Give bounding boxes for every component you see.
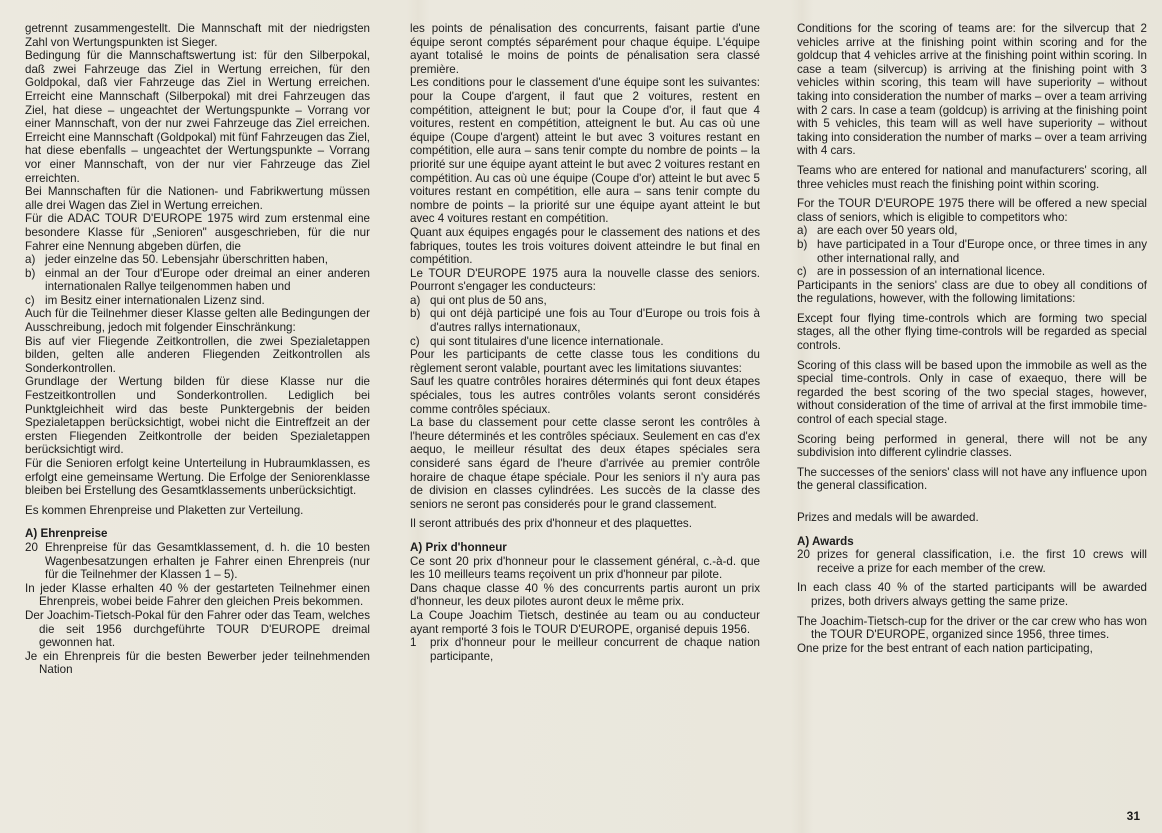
list-text: qui ont déjà participé une fois au Tour d'Europe ou trois fois à d'autres rallys internationaux, — [430, 307, 760, 335]
paragraph: For the TOUR D'EUROPE 1975 there will be offered a new special class of seniors, which is eligible to competitors who: — [797, 197, 1147, 224]
english-column — [797, 22, 1147, 655]
paragraph: Bis auf vier Fliegende Zeitkontrollen, die zwei Spezialetappen bilden, gelten alle anderen Fliegenden Zeitkontrollen als Sonderkontrollen. — [25, 334, 370, 375]
list-item — [410, 335, 760, 349]
list-text: Ehrenpreise für das Gesamtklassement, d. h. die 10 besten Wagenbesatzungen erhalten je Fahrer einen Ehrenpreis (nur für die Teilnehmer der Klassen 1 – 5). — [45, 540, 370, 582]
list-item — [797, 224, 1147, 238]
list-label: c) — [25, 293, 35, 307]
list-label: a) — [25, 253, 36, 267]
list-text: im Besitz einer internationalen Lizenz sind. — [45, 293, 265, 307]
paragraph: les points de pénalisation des concurrents, faisant partie d'une équipe seront comptés séparément pour chaque équipe. L'équipe ayant totalisé le moins de points de pénalisation sera classé première. — [410, 22, 760, 76]
list-label: c) — [797, 265, 807, 279]
list-text: jeder einzelne das 50. Lebensjahr überschritten haben, — [45, 253, 328, 267]
list-item — [410, 636, 760, 663]
list-text: are in possession of an international licence. — [817, 265, 1046, 279]
paragraph: In each class 40 % of the started participants will be awarded prizes, both drivers always getting the same prize. — [797, 581, 1147, 608]
page-number: 31 — [1126, 809, 1140, 823]
paragraph: One prize for the best entrant of each nation participating, — [797, 641, 1093, 655]
paragraph: Scoring of this class will be based upon the immobile as well as the special time-controls. Only in case of exaequo, there will be regarded the best scoring of the two special stages, however, without consideration of the time of arrival at the first immobile time-control of each special stage. — [797, 358, 1147, 427]
list-item — [410, 307, 760, 334]
prizes-statement: Il seront attribués des prix d'honneur et des plaquettes. — [410, 517, 692, 531]
list-text: prix d'honneur pour le meilleur concurrent de chaque nation participante, — [430, 636, 760, 663]
list-label: 20 — [797, 548, 810, 562]
paragraph: Auch für die Teilnehmer dieser Klasse gelten alle Bedingungen der Ausschreibung, jedoch mit folgender Einschränkung: — [25, 307, 370, 335]
french-column — [410, 22, 760, 663]
list-item — [410, 294, 760, 308]
paragraph: The successes of the seniors' class will not have any influence upon the general classification. — [797, 465, 1147, 493]
list-text: prizes for general classification, i.e. the first 10 crews will receive a prize for each member of the crew. — [817, 548, 1147, 575]
paragraph: Scoring being performed in general, there will not be any subdivision into different cylindrie classes. — [797, 432, 1147, 460]
list-text: have participated in a Tour d'Europe once, or three times in any other international rally, and — [817, 237, 1147, 265]
list-label: c) — [410, 334, 420, 348]
prizes-statement: Es kommen Ehrenpreise und Plaketten zur Verteilung. — [25, 503, 304, 517]
list-item — [25, 253, 370, 267]
list-text: einmal an der Tour d'Europe oder dreimal an einer anderen internationalen Rallye teilgenommen haben und — [45, 266, 370, 294]
paragraph: Der Joachim-Tietsch-Pokal für den Fahrer oder das Team, welches die seit 1956 durchgeführte TOUR D'EUROPE dreimal gewonnen hat. — [25, 608, 370, 650]
awards-list — [410, 636, 760, 663]
paragraph: The Joachim-Tietsch-cup for the driver or the car crew who has won the TOUR D'EUROPE, organized since 1956, three times. — [797, 614, 1147, 642]
list-item — [25, 267, 370, 294]
paragraph: Für die Senioren erfolgt keine Unterteilung in Hubraumklassen, es erfolgt eine gemeinsame Wertung. Die Erfolge der Seniorenklasse bleiben bei Erstellung des Gesamtklassements unberücksichtigt. — [25, 457, 370, 498]
german-column — [25, 22, 370, 677]
paragraph: Participants in the seniors' class are due to obey all conditions of the regulations, however, with the following limitations: — [797, 278, 1147, 306]
list-label: a) — [410, 293, 421, 307]
paragraph: La base du classement pour cette classe seront les contrôles à l'heure déterminés et les contrôles spéciaux. Seulement en cas d'ex aequo, le meilleur résultat des deux étapes spéciales sera consideré sans égard de l'heure d'arrivée au premier contrôle horaire de chaque étape spéciale. Pour les seniors il n'y aura pas de division en classes cylindrées. Les succès de la classe des seniors ne seront pas considerés pour le grand classement. — [410, 416, 760, 511]
list-label: b) — [410, 307, 421, 321]
paragraph: Quant aux équipes engagés pour le classement des nations et des fabriques, toutes les trois voitures doivent atteindre le but final en compétition. — [410, 225, 760, 267]
paragraph: Grundlage der Wertung bilden für diese Klasse nur die Festzeitkontrollen und Sonderkontrollen. Lediglich bei Punktgleichheit wird das beste Punktergebnis der beiden Spezialetappen berücksichtigt, wobei nicht die Eintreffzeit an der ersten Fliegenden Zeitkontrolle der beiden Spezialetappen berücksichtigt wird. — [25, 375, 370, 457]
list-label: b) — [25, 266, 36, 280]
list-text: are each over 50 years old, — [817, 224, 958, 238]
list-item — [25, 541, 370, 582]
paragraph: Ce sont 20 prix d'honneur pour le classement général, c.-à-d. que les 10 meilleurs teams reçoivent un prix d'honneur par pilote. — [410, 554, 760, 582]
list-item — [25, 294, 370, 308]
paragraph: Bei Mannschaften für die Nationen- und Fabrikwertung müssen alle drei Wagen das Ziel in Wertung erreichen. — [25, 185, 370, 212]
awards-list — [797, 548, 1147, 575]
list-label: b) — [797, 237, 808, 251]
awards-list — [25, 541, 370, 582]
list-text: qui ont plus de 50 ans, — [430, 293, 547, 307]
section-heading: A) Ehrenpreise — [25, 527, 108, 541]
paragraph: In jeder Klasse erhalten 40 % der gestarteten Teilnehmer einen Ehrenpreis, wobei beide Fahrer den gleichen Preis bekommen. — [25, 581, 370, 609]
paragraph: getrennt zusammengestellt. Die Mannschaft mit der niedrigsten Zahl von Wertungspunkten ist Sieger. — [25, 22, 370, 49]
list-label: 1 — [410, 636, 417, 650]
eligibility-list — [25, 253, 370, 307]
paragraph: Conditions for the scoring of teams are: for the silvercup that 2 vehicles arrive at the finishing point within scoring and for the goldcup that 4 vehicles arrive at the finishing point within scoring. In case a team (silvercup) is arriving at the finishing point with 3 vehicles within scoring, this team will have superiority – without taking into consideration the number of marks – over a team arriving with 2 cars. In case a team (goldcup) is arriving at the finishing point with 5 vehicles, this team will as well have superiority – without taking into consideration the number of marks – over a team arriving with 4 cars. — [797, 22, 1147, 158]
paragraph: Bedingung für die Mannschaftswertung ist: für den Silberpokal, daß zwei Fahrzeuge das Ziel in Wertung erreichen, für den Goldpokal, daß vier Fahrzeuge das Ziel in Wertung erreichen. Erreicht eine Mannschaft (Silberpokal) mit drei Fahrzeugen das Ziel, hat diese – ungeachtet der Wertungspunkte – Vorrang vor einer Mannschaft, von der nur zwei Fahrzeuge das Ziel erreichen. Erreicht eine Mannschaft (Goldpokal) mit fünf Fahrzeugen das Ziel, hat diese ebenfalls – ungeachtet der Wertungspunkte – Vorrang vor einer Mannschaft, von der nur vier Fahrzeuge das Ziel erreichten. — [25, 49, 370, 185]
paragraph: Pour les participants de cette classe tous les conditions du règlement seront valable, pourtant avec les limitations siuvantes: — [410, 348, 760, 375]
list-item — [797, 548, 1147, 575]
paragraph: Sauf les quatre contrôles horaires déterminés qui font deux étapes spéciales, tous les autres contrôles volants seront considérés comme contrôles spéciaux. — [410, 375, 760, 416]
list-label: a) — [797, 224, 808, 238]
paragraph: Except four flying time-controls which are forming two special stages, all the other flying time-controls will be regarded as special controls. — [797, 311, 1147, 353]
paragraph: Le TOUR D'EUROPE 1975 aura la nouvelle classe des seniors. Pourront s'engager les conducteurs: — [410, 266, 760, 294]
paragraph: Dans chaque classe 40 % des concurrents partis auront un prix d'honneur, les deux pilotes auront deux le même prix. — [410, 581, 760, 609]
eligibility-list — [410, 294, 760, 348]
section-heading: A) Awards — [797, 534, 854, 548]
paragraph: Für die ADAC TOUR D'EUROPE 1975 wird zum erstenmal eine besondere Klasse für „Senioren" ausgeschrieben, für die nur Fahrer eine Nennung abgeben dürfen, die — [25, 212, 370, 253]
paragraph: Teams who are entered for national and manufacturers' scoring, all three vehicles must reach the finishing point within scoring. — [797, 163, 1147, 191]
prizes-statement: Prizes and medals will be awarded. — [797, 511, 979, 524]
list-text: qui sont titulaires d'une licence internationale. — [430, 334, 664, 348]
list-label: 20 — [25, 540, 38, 554]
eligibility-list — [797, 224, 1147, 278]
paragraph: La Coupe Joachim Tietsch, destinée au team ou au conducteur ayant remporté 3 fois le TOUR D'EUROPE, organisé depuis 1956. — [410, 608, 760, 636]
section-heading: A) Prix d'honneur — [410, 540, 507, 554]
paragraph: Je ein Ehrenpreis für die besten Bewerber jeder teilnehmenden Nation — [25, 649, 370, 677]
paragraph: Les conditions pour le classement d'une équipe sont les suivantes: pour la Coupe d'argent, il faut que 2 voitures, restent en compétition, atteignent le but; pour la Coupe d'or, il faut que 4 voitures, restent en compétition, atteignent le but. Au cas où une équipe (Coupe d'argent) atteint le but avec 3 voitures restant en compétition, elle aura – sans tenir compte du nombre de points – la priorité sur une équipe ayant atteint le but avec 2 voitures restant en compétition. Au cas où une équipe (Coupe d'or) atteint le but avec 5 voitures restant en compétition, elle aura – sans tenir compte du nombre de points – la priorité sur une équipe ayant atteint le but avec 4 voitures restant en compétition. — [410, 76, 760, 226]
list-item — [797, 238, 1147, 265]
list-item — [797, 265, 1147, 279]
